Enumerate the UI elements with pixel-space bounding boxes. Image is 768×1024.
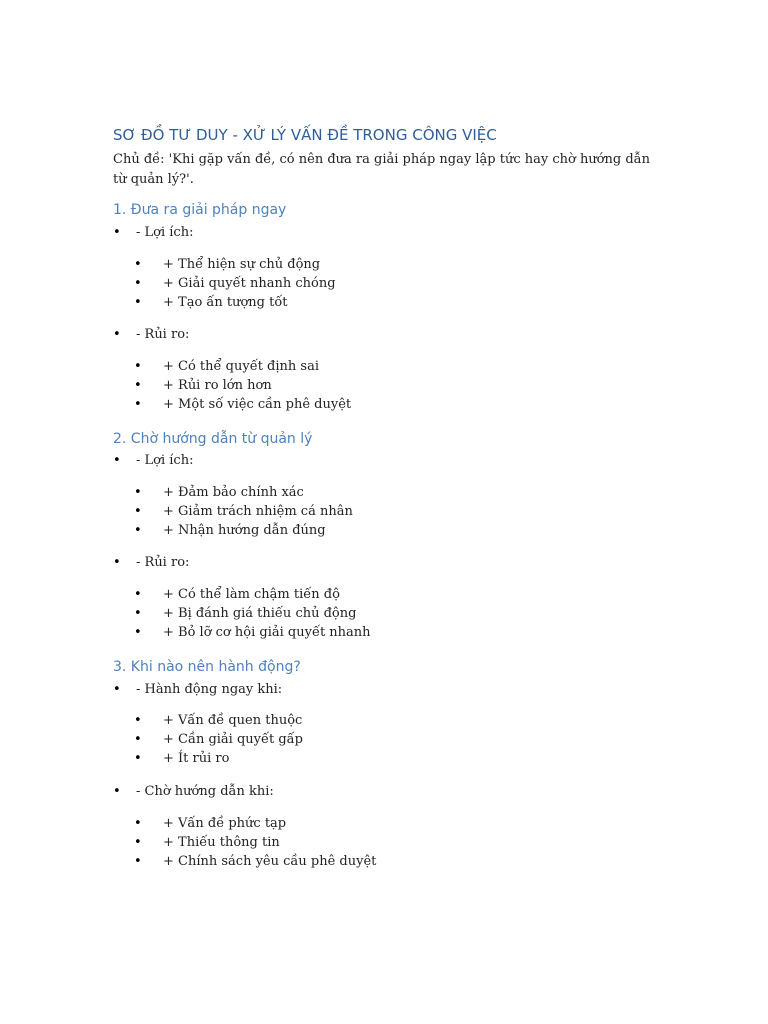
document-page (113, 0, 658, 1024)
bullet-icon: • (113, 555, 121, 570)
list-item-label: - Rủi ro: (136, 555, 190, 570)
bullet-icon: • (113, 453, 121, 468)
list-item-label: + Nhận hướng dẫn đúng (163, 523, 326, 538)
bullet-icon: • (134, 276, 142, 291)
bullet-icon: • (134, 504, 142, 519)
bullet-icon: • (134, 378, 142, 393)
bullet-icon: • (113, 225, 121, 240)
document-title: SƠ ĐỒ TƯ DUY - XỬ LÝ VẤN ĐỀ TRONG CÔNG VIỆC (113, 126, 497, 144)
list-item-label: + Thể hiện sự chủ động (163, 257, 321, 272)
list-item-label: + Vấn đề phức tạp (163, 816, 287, 831)
topic-paragraph: Chủ đề: 'Khi gặp vấn đề, có nên đưa ra giải pháp ngay lập tức hay chờ hướng dẫn từ quản lý?'. (113, 152, 650, 187)
bullet-icon: • (113, 784, 121, 799)
list-item-label: - Hành động ngay khi: (136, 682, 283, 697)
list-item-label: - Chờ hướng dẫn khi: (136, 784, 274, 799)
bullet-icon: • (134, 606, 142, 621)
list-item-label: + Giải quyết nhanh chóng (163, 276, 336, 291)
list-item-label: + Đảm bảo chính xác (163, 485, 304, 500)
bullet-icon: • (134, 485, 142, 500)
list-item-label: + Cần giải quyết gấp (163, 732, 303, 747)
bullet-icon: • (134, 587, 142, 602)
bullet-icon: • (113, 327, 121, 342)
section-heading: 3. Khi nào nên hành động? (113, 659, 301, 675)
bullet-icon: • (134, 732, 142, 747)
bullet-icon: • (134, 257, 142, 272)
list-item-label: + Giảm trách nhiệm cá nhân (163, 504, 353, 519)
bullet-icon: • (134, 359, 142, 374)
bullet-icon: • (134, 713, 142, 728)
list-item-label: + Rủi ro lớn hơn (163, 378, 272, 393)
list-item-label: + Một số việc cần phê duyệt (163, 397, 352, 412)
list-item-label: + Thiếu thông tin (163, 835, 280, 850)
list-item-label: + Vấn đề quen thuộc (163, 713, 303, 728)
bullet-icon: • (134, 835, 142, 850)
list-item-label: + Tạo ấn tượng tốt (163, 295, 288, 310)
bullet-icon: • (134, 295, 142, 310)
list-item-label: - Lợi ích: (136, 225, 194, 240)
list-item-label: + Chính sách yêu cầu phê duyệt (163, 854, 377, 869)
bullet-icon: • (134, 751, 142, 766)
section-heading: 1. Đưa ra giải pháp ngay (113, 202, 287, 218)
bullet-icon: • (134, 625, 142, 640)
bullet-icon: • (134, 816, 142, 831)
bullet-icon: • (113, 682, 121, 697)
bullet-icon: • (134, 854, 142, 869)
list-item-label: + Có thể quyết định sai (163, 359, 319, 374)
list-item-label: + Ít rủi ro (163, 751, 230, 766)
bullet-icon: • (134, 523, 142, 538)
list-item-label: + Bị đánh giá thiếu chủ động (163, 606, 357, 621)
list-item-label: - Lợi ích: (136, 453, 194, 468)
list-item-label: + Có thể làm chậm tiến độ (163, 587, 340, 602)
list-item-label: - Rủi ro: (136, 327, 190, 342)
bullet-icon: • (134, 397, 142, 412)
list-item-label: + Bỏ lỡ cơ hội giải quyết nhanh (163, 625, 371, 640)
section-heading: 2. Chờ hướng dẫn từ quản lý (113, 431, 313, 447)
